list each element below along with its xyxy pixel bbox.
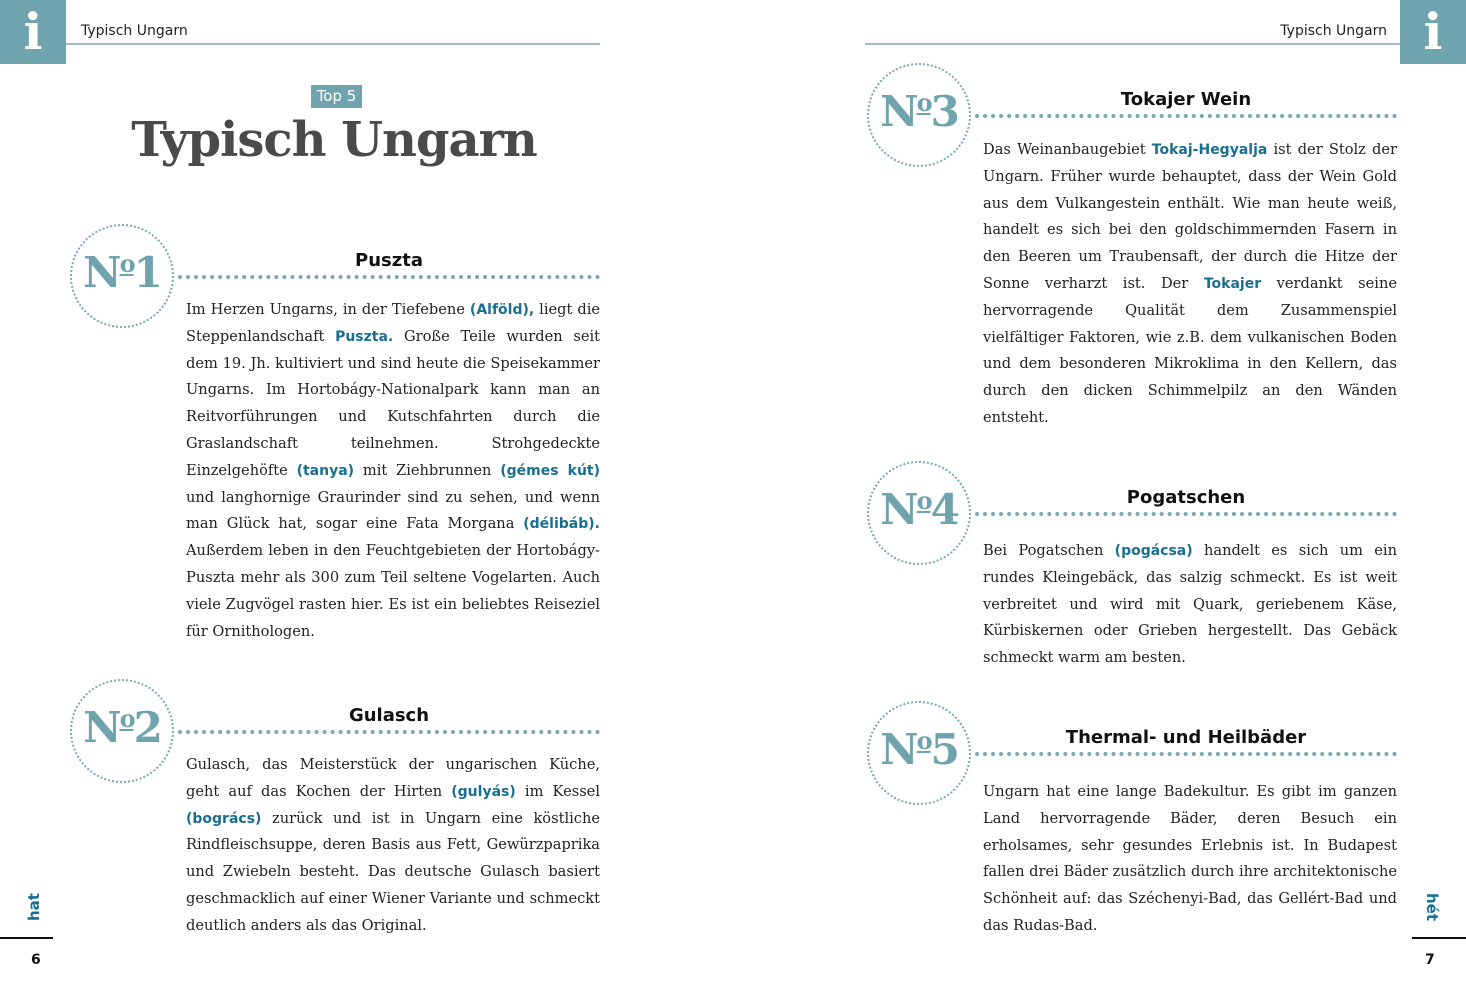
highlighted-term: Puszta.	[335, 328, 394, 345]
number-badge-circle	[70, 679, 174, 783]
highlighted-term: (gulyás)	[451, 783, 516, 800]
section-body	[186, 752, 600, 940]
header-rule	[865, 43, 1400, 45]
rank-value: 1	[133, 248, 161, 297]
highlighted-term: (Alföld),	[469, 302, 535, 318]
section-body	[186, 297, 600, 645]
info-icon: i	[0, 0, 66, 64]
highlighted-term: (pogácsa)	[1114, 543, 1193, 559]
page-number: 6	[31, 952, 41, 968]
dotted-rule	[975, 512, 1397, 516]
rank-value: 3	[930, 87, 958, 136]
header-rule	[66, 43, 600, 45]
footer-rule	[1412, 937, 1466, 939]
page-title: Typisch Ungarn	[131, 112, 537, 168]
running-head: Typisch Ungarn	[1280, 23, 1387, 39]
dotted-rule	[178, 730, 600, 734]
hungarian-page-word: hat	[25, 893, 43, 921]
rank-number	[869, 725, 969, 774]
section-title: Thermal- und Heilbäder	[1065, 727, 1307, 748]
section-title: Puszta	[355, 250, 423, 271]
highlighted-term: (délibáb).	[523, 516, 600, 533]
body-text: im Kessel	[515, 782, 600, 800]
footer-rule	[0, 937, 53, 939]
rank-number	[72, 248, 172, 297]
section-body	[983, 137, 1397, 432]
numero-sign: N	[880, 725, 917, 774]
body-text: mit Ziehbrunnen	[354, 461, 501, 479]
section-title: Pogatschen	[1126, 487, 1246, 508]
body-text: und langhornige Graurinder sind zu sehen, und wenn man Glück hat, sogar eine Fata Morgana	[186, 488, 600, 533]
section-body	[983, 538, 1397, 672]
numero-sign-suffix: o	[916, 486, 931, 515]
number-badge-circle	[867, 461, 971, 565]
section-title: Gulasch	[348, 705, 430, 726]
hungarian-page-word: hét	[1423, 892, 1441, 922]
body-text: Im Herzen Ungarns, in der Tiefebene	[186, 301, 470, 318]
body-text: Gulasch, das Meisterstück der ungarischen Küche, geht auf das Kochen der Hirten	[186, 756, 600, 800]
body-text: liegt die Steppenlandschaft	[186, 301, 600, 345]
body-text: zurück und ist in Ungarn eine köstliche Rindfleischsuppe, deren Basis aus Fett, Gewürzpaprika und Zwiebeln besteht. Das deutsche Gulasch basiert geschmacklich auf einer Wiener Variante und schmeckt deutlich anders als das Original.	[186, 809, 600, 934]
highlighted-term: Tokajer	[1203, 275, 1262, 292]
rank-value: 5	[930, 725, 958, 774]
numero-sign-suffix: o	[119, 704, 134, 733]
body-text: verdankt seine hervorragende Qualität dem Zusammenspiel vielfältiger Faktoren, wie z.B. dem vulkanischen Boden und dem besonderen Mikroklima in den Kellern, das durch den dicken Schimmelpilz an den Wänden entsteht.	[983, 274, 1397, 426]
numero-sign: N	[83, 703, 120, 752]
body-text: Außerdem leben in den Feuchtgebieten der Hortobágy-Puszta mehr als 300 zum Teil seltene Vogelarten. Auch viele Zugvögel rasten hier. Es ist ein beliebtes Reiseziel für Ornithologen.	[186, 542, 600, 640]
rank-value: 4	[930, 485, 958, 534]
numero-sign-suffix: o	[119, 249, 134, 278]
number-badge-circle	[70, 224, 174, 328]
highlighted-term: (bogrács)	[186, 810, 262, 827]
dotted-rule	[975, 114, 1397, 118]
top5-badge: Top 5	[311, 85, 362, 108]
body-text: Bei Pogatschen	[983, 542, 1115, 559]
numero-sign: N	[880, 87, 917, 136]
dotted-rule	[975, 752, 1397, 756]
numero-sign: N	[83, 248, 120, 297]
dotted-rule	[178, 275, 600, 279]
rank-number	[869, 87, 969, 136]
section-body	[983, 779, 1397, 940]
rank-number	[72, 703, 172, 752]
highlighted-term: (gémes kút)	[500, 462, 601, 479]
page-number: 7	[1425, 952, 1435, 968]
rank-value: 2	[133, 703, 161, 752]
rank-number	[869, 485, 969, 534]
running-head: Typisch Ungarn	[81, 23, 188, 39]
body-text: ist der Stolz der Ungarn. Früher wurde behauptet, dass der Wein Gold aus dem Vulkangestein enthält. Wie man heute weiß, handelt es sich bei den goldschimmernden Fasern in den Beeren um Traubensaft, der durch die Hitze der Sonne verharzt ist. Der	[983, 141, 1397, 292]
info-icon: i	[1400, 0, 1466, 64]
body-text: Das Weinanbaugebiet	[983, 141, 1152, 158]
body-text: handelt es sich um ein rundes Kleingebäck, das salzig schmeckt. Es ist weit verbreitet und wird mit Quark, geriebenem Käse, Kürbiskernen oder Grieben hergestellt. Das Gebäck schmeckt warm am besten.	[983, 542, 1398, 667]
highlighted-term: Tokaj-Hegyalja	[1151, 142, 1268, 158]
body-text: Große Teile wurden seit dem 19. Jh. kultiviert und sind heute die Speisekammer Ungarns. Im Hortobágy-Nationalpark kann man an Reitvorführungen und Kutschfahrten durch die Graslandschaft teilnehmen. Strohgedeckte Einzelgehöfte	[186, 327, 600, 479]
highlighted-term: (tanya)	[296, 462, 355, 479]
numero-sign-suffix: o	[916, 88, 931, 117]
section-title: Tokajer Wein	[1120, 89, 1252, 110]
numero-sign-suffix: o	[916, 726, 931, 755]
body-text: Ungarn hat eine lange Badekultur. Es gibt im ganzen Land hervorragende Bäder, deren Besuch ein erholsames, sehr gesundes Erlebnis ist. In Budapest fallen drei Bäder zusätzlich durch ihre architektonische Schönheit auf: das Széchenyi-Bad, das Gellért-Bad und das Rudas-Bad.	[983, 783, 1397, 934]
numero-sign: N	[880, 485, 917, 534]
number-badge-circle	[867, 701, 971, 805]
number-badge-circle	[867, 63, 971, 167]
